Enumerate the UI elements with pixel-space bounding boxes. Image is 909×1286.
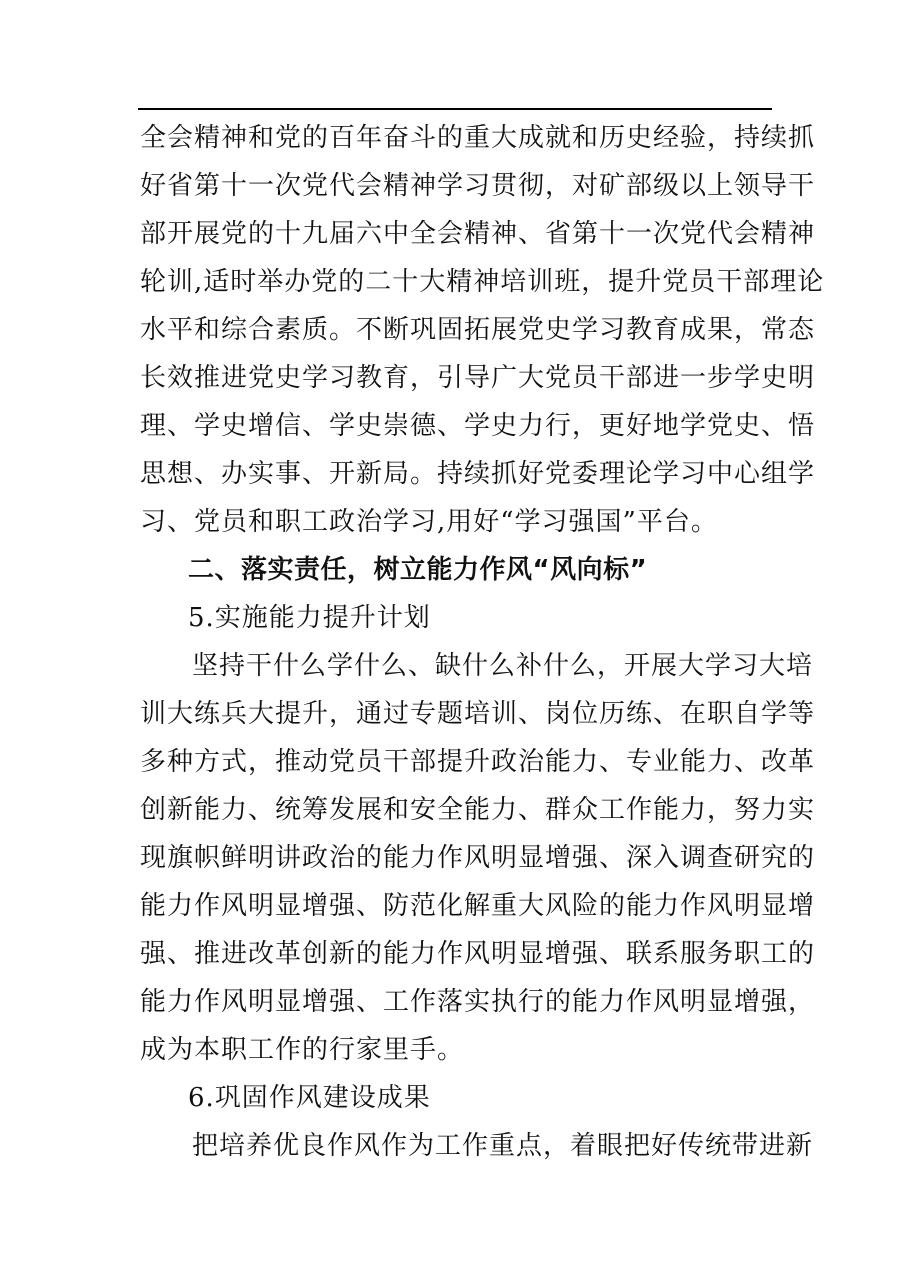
paragraph-line: 全会精神和党的百年奋斗的重大成就和历史经验，持续抓 [140, 123, 816, 153]
paragraph-line: 水平和综合素质。不断巩固拓展党史学习教育成果，常态 [140, 315, 816, 345]
paragraph-line: 训大练兵大提升，通过专题培训、岗位历练、在职自学等 [140, 699, 816, 729]
paragraph-line: 理、学史增信、学史崇德、学史力行，更好地学党史、悟 [140, 411, 816, 441]
paragraph-line: 多种方式，推动党员干部提升政治能力、专业能力、改革 [140, 747, 816, 777]
paragraph-line: 习、党员和职工政治学习,用好“学习强国”平台。 [140, 507, 718, 537]
header-rule [138, 108, 772, 110]
subsection-heading: 6.巩固作风建设成果 [188, 1083, 431, 1113]
paragraph-line: 现旗帜鲜明讲政治的能力作风明显增强、深入调查研究的 [140, 843, 816, 873]
paragraph-line: 长效推进党史学习教育，引导广大党员干部进一步学史明 [140, 363, 816, 393]
paragraph-line: 能力作风明显增强、防范化解重大风险的能力作风明显增 [140, 891, 816, 921]
paragraph-line: 思想、办实事、开新局。持续抓好党委理论学习中心组学 [140, 459, 816, 489]
paragraph-line: 成为本职工作的行家里手。 [140, 1035, 465, 1065]
paragraph-line: 好省第十一次党代会精神学习贯彻，对矿部级以上领导干 [140, 171, 816, 201]
paragraph-line: 坚持干什么学什么、缺什么补什么，开展大学习大培 [192, 651, 814, 681]
paragraph-line: 强、推进改革创新的能力作风明显增强、联系服务职工的 [140, 939, 816, 969]
paragraph-line: 轮训,适时举办党的二十大精神培训班，提升党员干部理论 [140, 267, 825, 297]
paragraph-line: 把培养优良作风作为工作重点，着眼把好传统带进新 [192, 1131, 814, 1161]
subsection-heading: 5.实施能力提升计划 [188, 603, 431, 633]
paragraph-line: 部开展党的十九届六中全会精神、省第十一次党代会精神 [140, 219, 816, 249]
section-heading: 二、落实责任，树立能力作风“风向标” [188, 555, 648, 585]
paragraph-line: 创新能力、统筹发展和安全能力、群众工作能力，努力实 [140, 795, 816, 825]
paragraph-line: 能力作风明显增强、工作落实执行的能力作风明显增强， [140, 987, 816, 1017]
